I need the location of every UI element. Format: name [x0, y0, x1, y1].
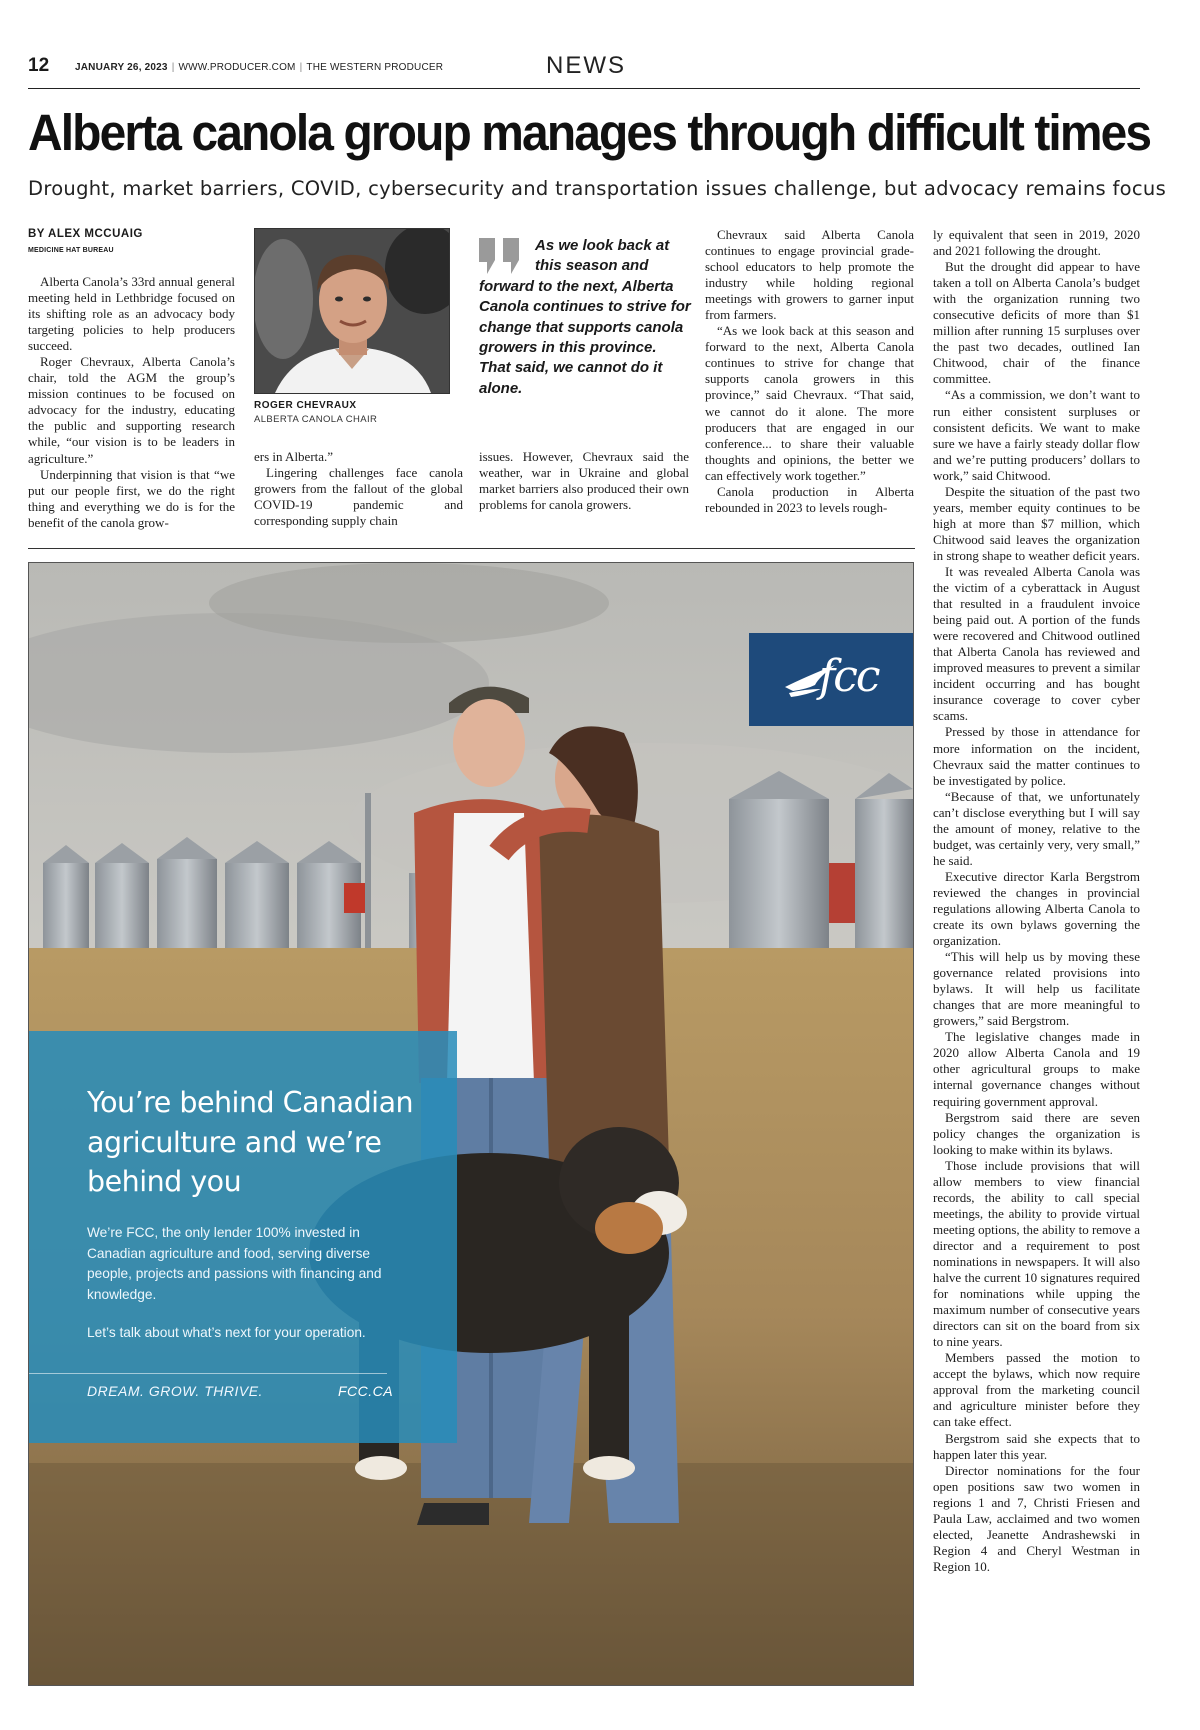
paragraph: Those include provisions that will allow members to view financial records, the ability to call special meetings, the ability to provide virtual meeting options, the ability to remove a director and a requirement to post nominations in newspapers. It will also halve the current 10 signatures required for nominations while upping the maximum number of consecutive years directors can sit on the board from six to nine years. — [933, 1157, 1140, 1350]
paragraph: Director nominations for the four open positions saw two women in regions 1 and 7, Christi Friesen and Paula Law, acclaimed and two women elected, Jeanette Andrashewski in Region 4 and Cheryl Westman in Region 10. — [933, 1462, 1140, 1574]
paragraph: Executive director Karla Bergstrom reviewed the changes in provincial regulations allowing Alberta Canola to create its own bylaws governing the organization. — [933, 868, 1140, 949]
paragraph: Canola production in Alberta rebounded in 2023 to levels rough- — [705, 483, 914, 515]
bureau-label: MEDICINE HAT BUREAU — [28, 247, 114, 254]
paragraph: “This will help us by moving these governance related provisions into bylaws. It will help us facilitate changes that are more meaningful to growers,” said Bergstrom. — [933, 949, 1140, 1029]
paragraph: issues. However, Chevraux said the weather, war in Ukraine and global market barriers also produced their own problems for canola growers. — [479, 449, 689, 513]
ad-headline: You’re behind Canadian agriculture and we’re behind you — [87, 1086, 414, 1198]
article-column-5 — [933, 227, 1140, 1575]
ad-divider — [29, 1373, 387, 1374]
article-deck: Drought, market barriers, COVID, cybersecurity and transportation issues challenge, but advocacy remains focus — [28, 177, 1167, 200]
article-column-2 — [254, 449, 463, 529]
paragraph: Bergstrom said there are seven policy changes the organization is looking to make within its bylaws. — [933, 1109, 1140, 1157]
article-column-1 — [28, 274, 235, 531]
article-column-3 — [479, 449, 689, 513]
ad-website-link[interactable]: FCC.CA — [338, 1383, 394, 1399]
ad-tagline: DREAM. GROW. THRIVE. — [87, 1383, 263, 1399]
pull-quote-text: As we look back at this season and forward to the next, Alberta Canola continues to strive for change that supports canola growers in this province. That said, we cannot do it alone. — [479, 237, 691, 397]
pull-quote — [479, 236, 691, 399]
article-headline: Alberta canola group manages through difficult times — [28, 104, 1151, 161]
paragraph: ers in Alberta.” — [254, 449, 334, 464]
article-bottom-rule — [28, 548, 915, 549]
page-number: 12 — [28, 55, 50, 76]
photo-caption-name: ROGER CHEVRAUX — [254, 400, 357, 411]
paragraph: Roger Chevraux, Alberta Canola’s chair, told the AGM the group’s mission continues to be focused on advocacy for the industry, educating the public and supporting research while, “our vision is to be leaders in agriculture.” — [28, 354, 235, 466]
fcc-logo-wordmark: fcc — [819, 651, 879, 702]
paragraph: The legislative changes made in 2020 allow Alberta Canola and 19 other agricultural groups to make internal governance changes without requiring government approval. — [933, 1029, 1140, 1109]
paragraph: “Because of that, we unfortunately can’t disclose everything but I will say the amount of money, relative to the budget, was certainly very, very small,” he said. — [933, 788, 1140, 868]
article-column-4 — [705, 227, 914, 516]
paragraph: Chevraux said Alberta Canola continues to engage provincial grade-school educators to help promote the industry while holding regional meetings with growers to garner input from farmers. — [705, 227, 914, 323]
paragraph: Alberta Canola’s 33rd annual general meeting held in Lethbridge focused on its shifting role as an advocacy body targeting policies to help producers succeed. — [28, 274, 235, 354]
section-label: NEWS — [546, 52, 626, 79]
byline: BY ALEX MCCUAIG — [28, 228, 143, 240]
paragraph: Pressed by those in attendance for more information on the incident, Chevraux said the matter continues to be investigated by police. — [933, 724, 1140, 788]
fcc-advertisement[interactable] — [28, 562, 914, 1686]
photo-caption-title: ALBERTA CANOLA CHAIR — [254, 414, 378, 425]
issue-date: JANUARY 26, 2023 — [75, 62, 168, 73]
paragraph: “As a commission, we don’t want to run either consistent surpluses or consistent deficits. We want to make sure we have a fairly steady dollar flow and we’re putting producers’ dollars to work,” said Chitwood. — [933, 387, 1140, 483]
paragraph: But the drought did appear to have taken a toll on Alberta Canola’s budget with the organization running two consecutive deficits of more than $1 million after running 15 surpluses over the past two decades, outlined Ian Chitwood, chair of the finance committee. — [933, 259, 1140, 387]
header-rule — [28, 88, 1140, 89]
publication-name: THE WESTERN PRODUCER — [306, 62, 444, 73]
ad-body-text: We’re FCC, the only lender 100% invested in Canadian agriculture and food, serving diverse people, projects and passions with financing and knowledge. — [87, 1225, 382, 1302]
ad-call-to-action: Let’s talk about what’s next for your operation. — [87, 1325, 366, 1340]
paragraph: Members passed the motion to accept the bylaws, which now require approval from the marketing council and agriculture minister before they can take effect. — [933, 1350, 1140, 1430]
paragraph: “As we look back at this season and forward to the next, Alberta Canola continues to strive for change that supports canola growers in this province,” said Chevraux. “That said, we cannot do it alone. The more producers that are engaged in our conference... to share their valuable thoughts and opinions, the better we can effectively work together.” — [705, 323, 914, 483]
dateline: JANUARY 26, 2023 | WWW.PRODUCER.COM | THE WESTERN PRODUCER — [75, 62, 444, 73]
paragraph: ly equivalent that seen in 2019, 2020 and 2021 following the drought. — [933, 227, 1140, 259]
paragraph: Despite the situation of the past two years, member equity continues to be high at more than $7 million, which Chitwood said leaves the organization in strong shape to weather deficit years. — [933, 483, 1140, 563]
website-link[interactable]: WWW.PRODUCER.COM — [178, 62, 296, 73]
paragraph: Underpinning that vision is that “we put our people first, we do the right thing and everything we do is for the benefit of the canola grow- — [28, 466, 235, 530]
portrait-photo — [254, 228, 450, 394]
paragraph: It was revealed Alberta Canola was the victim of a cyberattack in August that resulted in a fraudulent invoice being paid out. A portion of the funds were recovered and Chitwood outlined that Alberta Canola has reviewed and improved measures to prevent a similar incident occurring and has bought insurance coverage to cover cyber scams. — [933, 563, 1140, 724]
paragraph: Lingering challenges face canola growers from the fallout of the global COVID-19 pandemic and corresponding supply chain — [254, 465, 463, 529]
paragraph: Bergstrom said she expects that to happen later this year. — [933, 1430, 1140, 1462]
portrait-illustration — [255, 229, 449, 393]
